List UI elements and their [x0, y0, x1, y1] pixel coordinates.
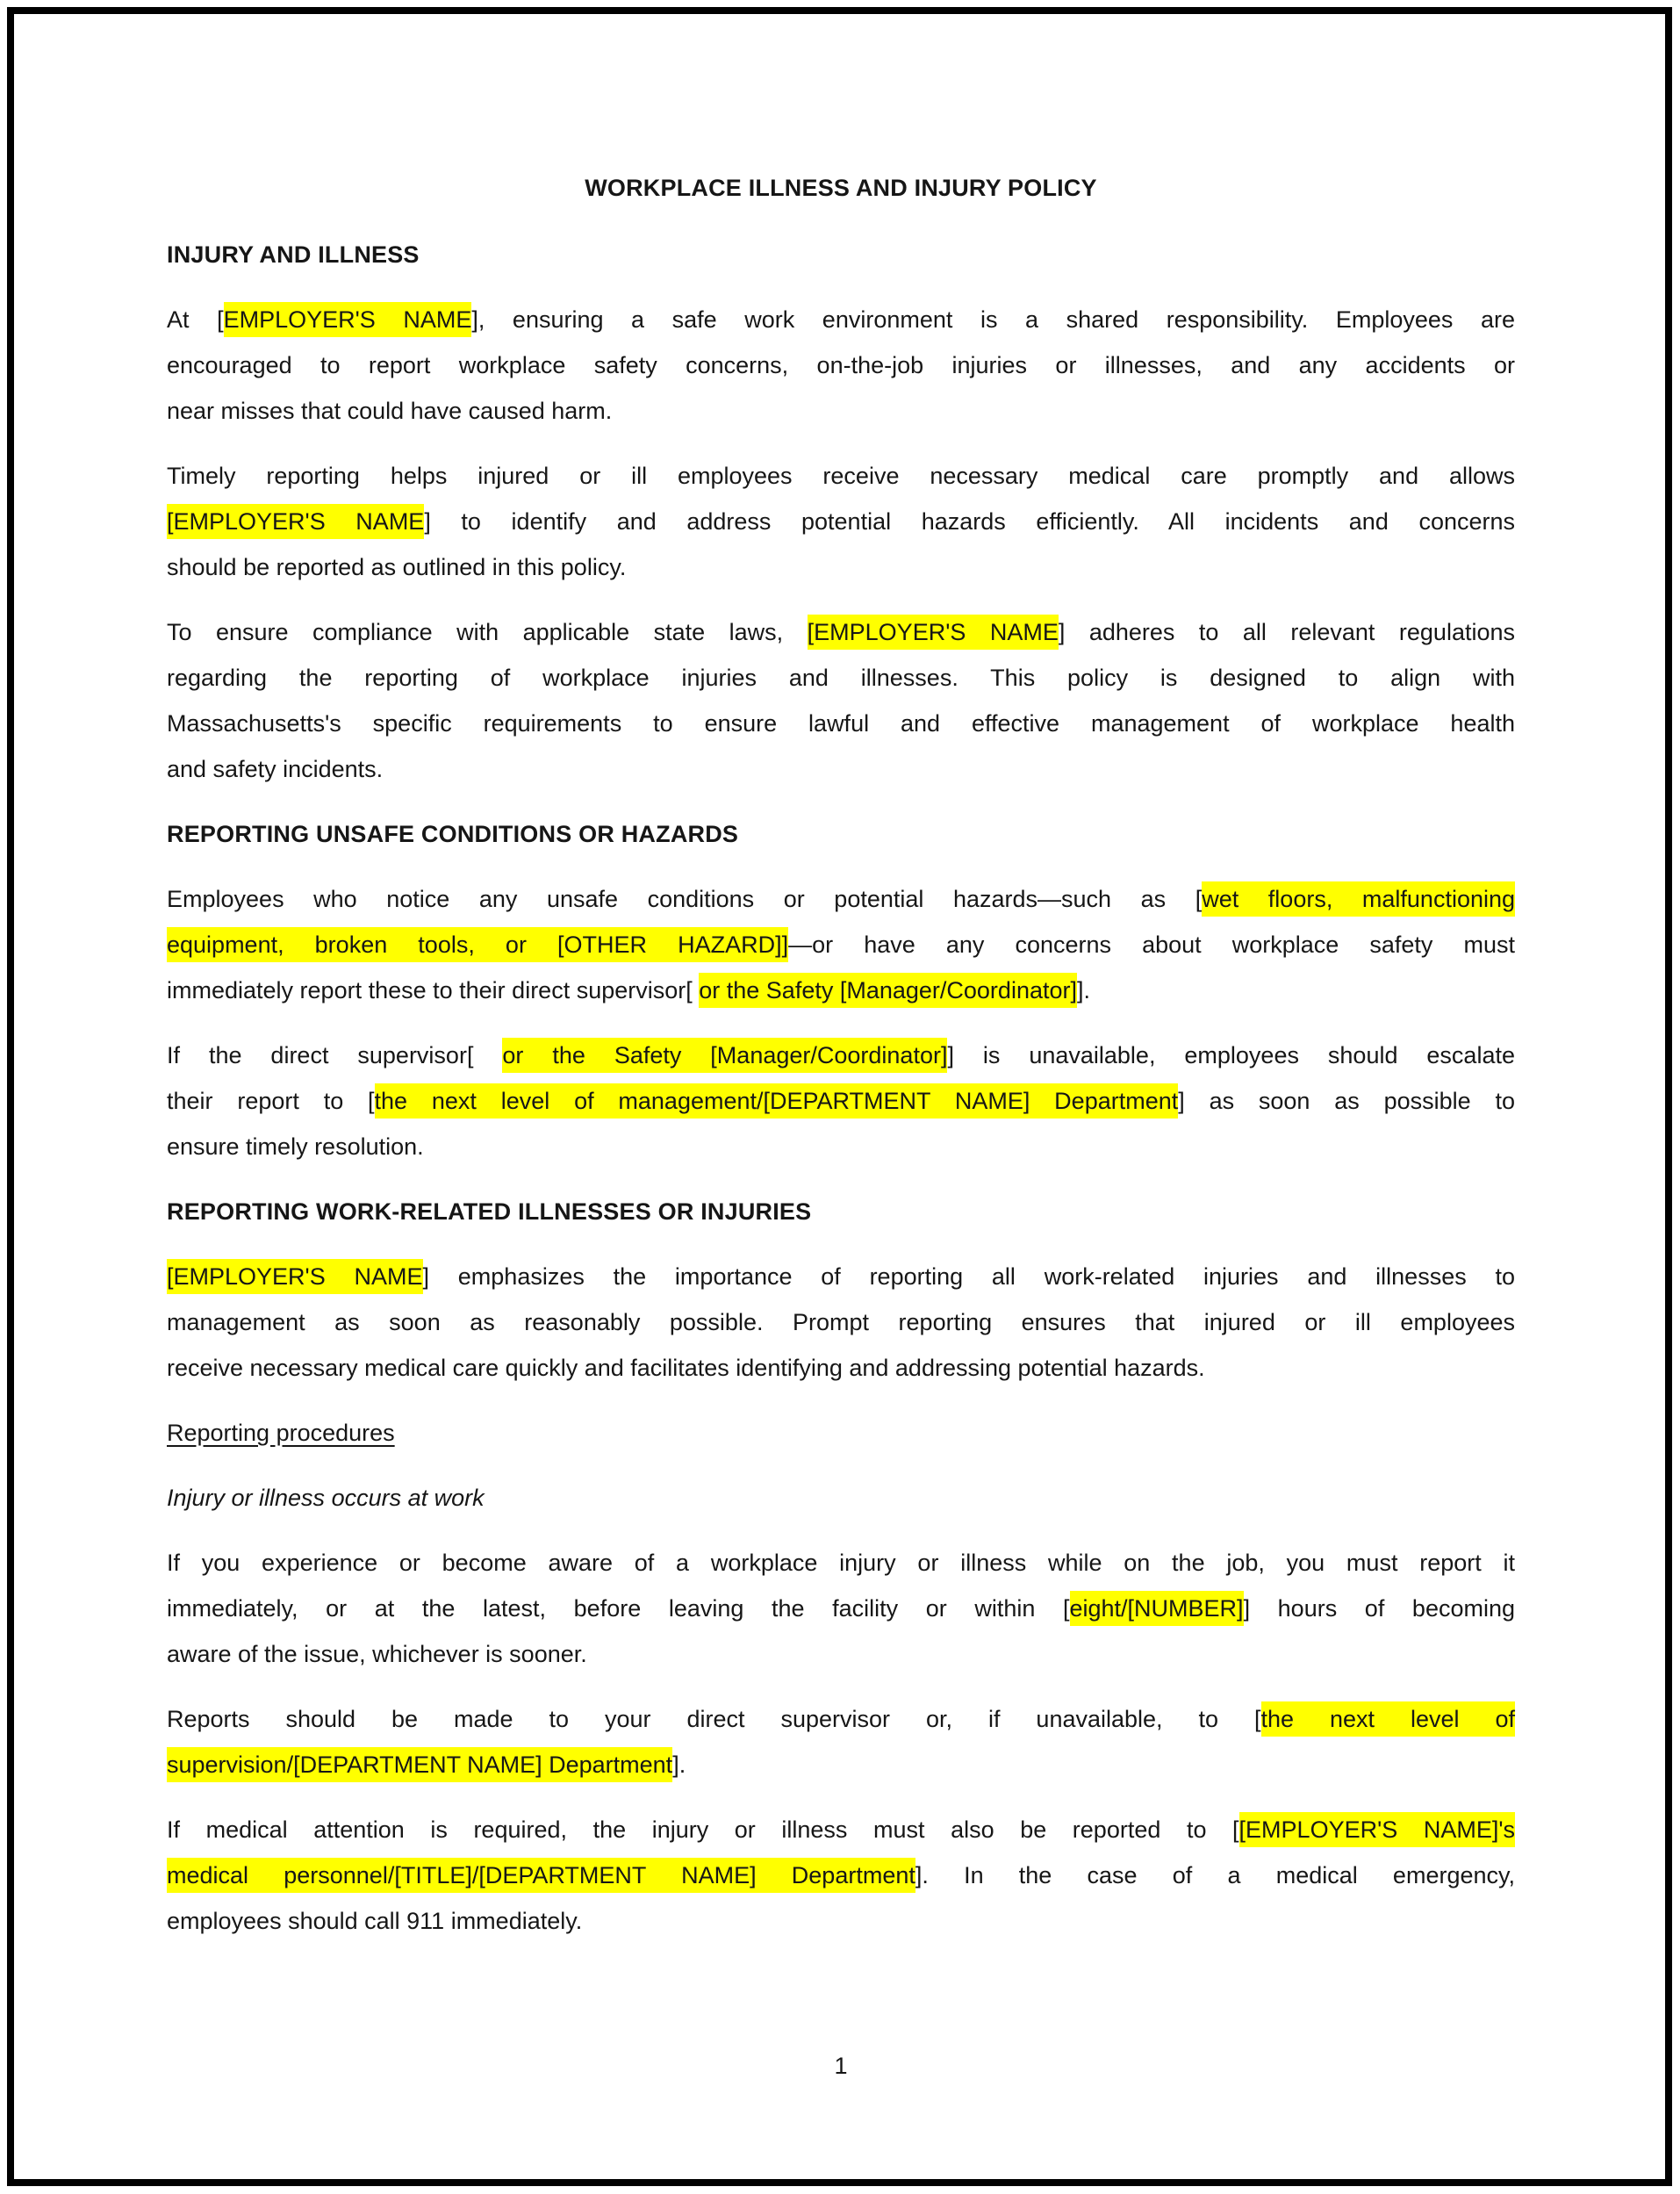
text-run: and safety incidents.	[167, 756, 384, 782]
text-line	[167, 342, 1515, 388]
text-run: ].	[1076, 977, 1090, 1003]
text-run: If you experience or become aware of a workplace injury or illness while on the job, you must report it	[167, 1550, 1515, 1576]
text-run: aware of the issue, whichever is sooner.	[167, 1641, 587, 1667]
text-run: employees should call 911 immediately.	[167, 1908, 583, 1934]
text-line	[167, 811, 1515, 857]
highlighted-placeholder: [EMPLOYER'S NAME	[808, 615, 1059, 650]
text-line	[167, 1898, 1515, 1944]
paragraph	[167, 1032, 1515, 1169]
text-line	[167, 922, 1515, 968]
text-line	[167, 1254, 1515, 1299]
text-line	[167, 655, 1515, 701]
text-line	[167, 1631, 1515, 1677]
text-line	[167, 1078, 1515, 1124]
text-run: ]. In the case of a medical emergency,	[915, 1862, 1515, 1888]
text-line	[167, 544, 1515, 590]
text-line	[167, 1586, 1515, 1631]
highlighted-placeholder: or the Safety [Manager/Coordinator]	[502, 1038, 947, 1073]
text-run: their report to [	[167, 1088, 375, 1114]
page-number: 1	[834, 2053, 848, 2079]
text-run: ], ensuring a safe work environment is a shared responsibility. Employees are	[471, 306, 1515, 333]
highlighted-placeholder: [EMPLOYER'S NAME	[167, 504, 424, 539]
text-run: ensure timely resolution.	[167, 1133, 424, 1160]
text-run: ].	[672, 1752, 686, 1778]
text-run: ] hours of becoming	[1243, 1595, 1516, 1622]
section-heading	[167, 811, 1515, 857]
text-run: ] to identify and address potential hazards efficiently. All incidents and concerns	[424, 508, 1515, 535]
text-run: INJURY AND ILLNESS	[167, 241, 420, 268]
text-run: Injury or illness occurs at work	[167, 1485, 485, 1511]
text-line	[167, 1345, 1515, 1391]
highlighted-placeholder: equipment, broken tools, or [OTHER HAZARD]]	[167, 927, 788, 962]
highlighted-placeholder: supervision/[DEPARTMENT NAME] Department	[167, 1747, 672, 1782]
text-run: If medical attention is required, the injury or illness must also be reported to [	[167, 1816, 1239, 1843]
text-run: REPORTING WORK-RELATED ILLNESSES OR INJURIES	[167, 1198, 812, 1225]
text-run: regarding the reporting of workplace injuries and illnesses. This policy is designed to align with	[167, 665, 1515, 691]
section-heading	[167, 232, 1515, 277]
text-run: Employees who notice any unsafe conditions or potential hazards—such as [	[167, 886, 1203, 912]
text-run: ] adheres to all relevant regulations	[1058, 619, 1515, 645]
paragraph	[167, 297, 1515, 434]
paragraph	[167, 1696, 1515, 1788]
text-run: immediately, or at the latest, before leaving the facility or within [	[167, 1595, 1070, 1622]
text-run: encouraged to report workplace safety concerns, on-the-job injuries or illnesses, and any accidents or	[167, 352, 1515, 378]
text-line	[167, 388, 1515, 434]
document-content	[167, 0, 1515, 2194]
highlighted-placeholder: the next level of management/[DEPARTMENT NAME] Department	[375, 1083, 1179, 1119]
highlighted-placeholder: [EMPLOYER'S NAME]'s	[1239, 1812, 1515, 1847]
text-run: Timely reporting helps injured or ill employees receive necessary medical care promptly and allows	[167, 463, 1515, 489]
text-run: ] is unavailable, employees should escalate	[947, 1042, 1515, 1068]
text-run: Reports should be made to your direct supervisor or, if unavailable, to [	[167, 1706, 1261, 1732]
text-run: management as soon as reasonably possible. Prompt reporting ensures that injured or ill employees	[167, 1309, 1515, 1335]
document-title: WORKPLACE ILLNESS AND INJURY POLICY	[585, 175, 1097, 201]
text-line	[167, 876, 1515, 922]
text-run: immediately report these to their direct supervisor[	[167, 977, 700, 1003]
paragraph	[167, 453, 1515, 590]
highlighted-placeholder: medical personnel/[TITLE]/[DEPARTMENT NAME] Department	[167, 1858, 915, 1893]
highlighted-placeholder: or the Safety [Manager/Coordinator]	[699, 973, 1077, 1008]
text-line	[167, 1540, 1515, 1586]
text-run: receive necessary medical care quickly and facilitates identifying and addressing potential hazards.	[167, 1355, 1205, 1381]
text-run: To ensure compliance with applicable state laws,	[167, 619, 808, 645]
paragraph	[167, 1254, 1515, 1391]
text-line	[167, 968, 1515, 1013]
text-run: If the direct supervisor[	[167, 1042, 503, 1068]
text-line	[167, 1189, 1515, 1234]
paragraph	[167, 609, 1515, 792]
text-run: —or have any concerns about workplace safety must	[788, 932, 1515, 958]
text-run: ] as soon as possible to	[1178, 1088, 1515, 1114]
text-line	[167, 746, 1515, 792]
document-blocks	[167, 232, 1515, 1944]
highlighted-placeholder: the next level of	[1261, 1701, 1516, 1737]
section-heading	[167, 1189, 1515, 1234]
sub-italic	[167, 1475, 1515, 1521]
highlighted-placeholder: [EMPLOYER'S NAME	[167, 1259, 423, 1294]
text-line	[167, 1852, 1515, 1898]
highlighted-placeholder: EMPLOYER'S NAME	[224, 302, 472, 337]
text-line	[167, 232, 1515, 277]
sub-underline	[167, 1410, 1515, 1456]
text-line	[167, 1410, 1515, 1456]
text-run: Massachusetts's specific requirements to ensure lawful and effective management of workplace health	[167, 710, 1515, 737]
paragraph	[167, 1540, 1515, 1677]
text-run: REPORTING UNSAFE CONDITIONS OR HAZARDS	[167, 821, 739, 847]
text-line	[167, 1475, 1515, 1521]
text-run: should be reported as outlined in this policy.	[167, 554, 627, 580]
text-line	[167, 499, 1515, 544]
text-run: Reporting procedures	[167, 1420, 395, 1446]
text-line	[167, 1032, 1515, 1078]
text-line	[167, 1807, 1515, 1852]
highlighted-placeholder: wet floors, malfunctioning	[1202, 881, 1515, 917]
text-line	[167, 1124, 1515, 1169]
paragraph	[167, 1807, 1515, 1944]
text-line	[167, 453, 1515, 499]
text-line	[167, 1696, 1515, 1742]
text-line	[167, 701, 1515, 746]
text-line	[167, 1742, 1515, 1788]
text-line	[167, 609, 1515, 655]
text-line	[167, 1299, 1515, 1345]
text-run: near misses that could have caused harm.	[167, 398, 613, 424]
text-line	[167, 297, 1515, 342]
paragraph	[167, 876, 1515, 1013]
text-run: At [	[167, 306, 224, 333]
highlighted-placeholder: eight/[NUMBER]	[1070, 1591, 1244, 1626]
text-run: ] emphasizes the importance of reporting all work-related injuries and illnesses to	[422, 1263, 1515, 1290]
